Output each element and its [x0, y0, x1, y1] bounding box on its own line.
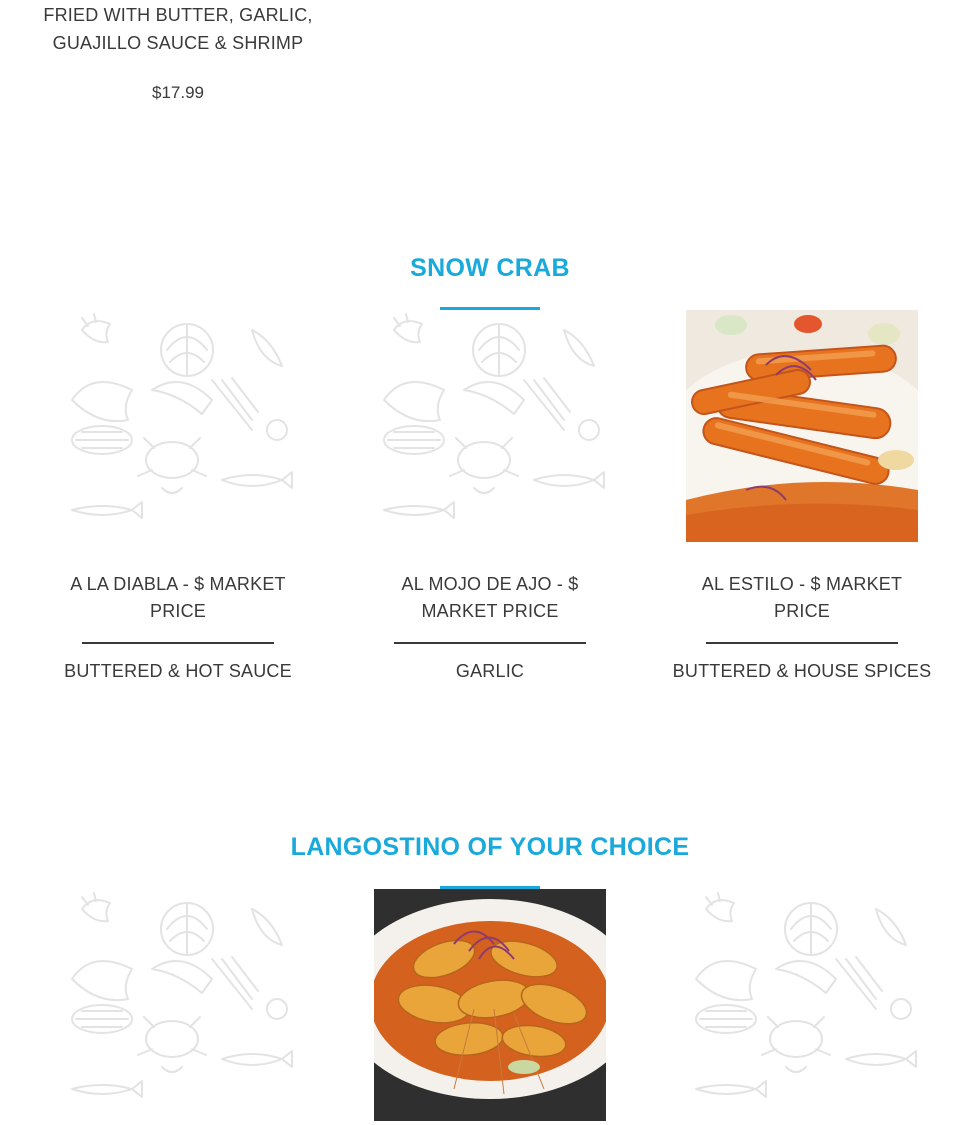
section-title: SNOW CRAB: [410, 254, 570, 282]
section-title: LANGOSTINO OF YOUR CHOICE: [290, 833, 690, 861]
previous-item-description: FRIED WITH BUTTER, GARLIC, GUAJILLO SAUCE & SHRIMP: [43, 5, 313, 53]
menu-item-name: AL MOJO DE AJO - $ MARKET PRICE: [401, 574, 579, 621]
previous-item-price: $17.99: [152, 83, 204, 102]
menu-item-divider: [394, 642, 586, 644]
seafood-pattern-placeholder-image: [62, 310, 294, 542]
seafood-pattern-placeholder-image: [686, 889, 918, 1121]
menu-item-divider: [706, 642, 898, 644]
seafood-pattern-placeholder-image: [374, 310, 606, 542]
menu-item-divider: [82, 642, 274, 644]
langostino-plate-photo[interactable]: [374, 889, 606, 1121]
snow-crab-legs-photo[interactable]: [686, 310, 918, 542]
seafood-pattern-placeholder-image: [62, 889, 294, 1121]
menu-item-description: BUTTERED & HOUSE SPICES: [672, 661, 932, 681]
menu-item-description: BUTTERED & HOT SAUCE: [64, 661, 292, 681]
menu-item-description: GARLIC: [455, 661, 525, 681]
menu-item-name: AL ESTILO - $ MARKET PRICE: [701, 574, 903, 621]
menu-item-name: A LA DIABLA - $ MARKET PRICE: [70, 574, 286, 621]
